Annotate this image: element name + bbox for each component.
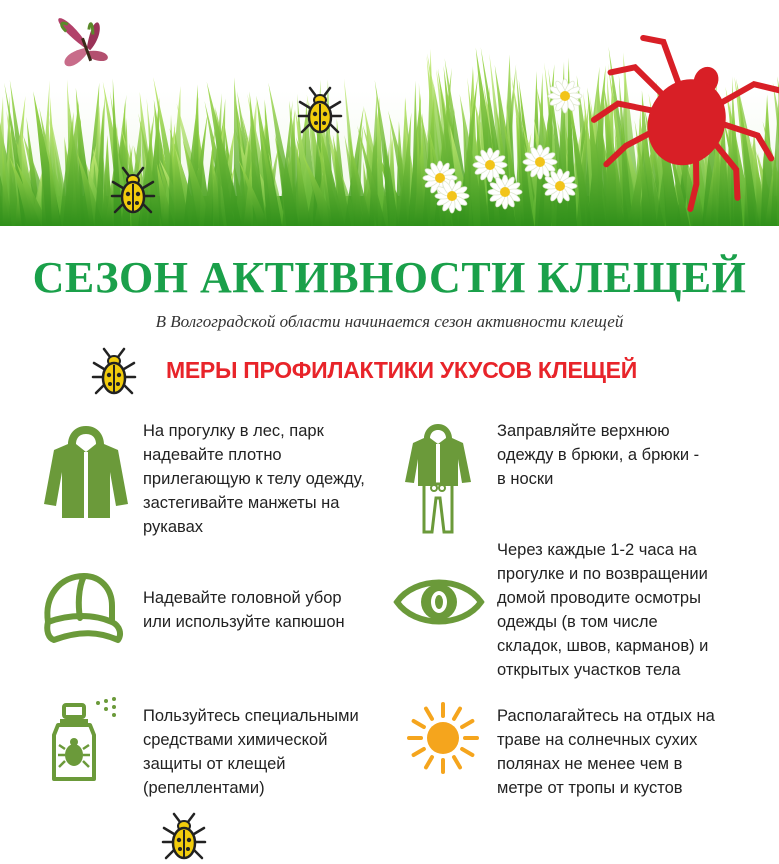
sun-icon [405, 700, 481, 776]
subtitle: В Волгоградской области начинается сезон активности клещей [155, 312, 624, 331]
measures-heading: МЕРЫ ПРОФИЛАКТИКИ УКУСОВ КЛЕЩЕЙ [166, 357, 637, 383]
jacket-icon [42, 422, 130, 522]
repellent-spray-icon [48, 695, 118, 785]
grass-banner [0, 0, 779, 226]
tip-repellent: Пользуйтесь специальными средствами химической защиты от клещей (репеллентами) [143, 707, 359, 797]
tip-headwear: Надевайте головной убор или используйте капюшон [143, 589, 345, 631]
beetle-icon [158, 812, 210, 864]
eye-icon [393, 570, 485, 634]
tip-tuck-clothing: Заправляйте верхнюю одежду в брюки, а брюки - в носки [497, 422, 700, 488]
page-title: СЕЗОН АКТИВНОСТИ КЛЕЩЕЙ [32, 253, 747, 302]
grass-illustration [0, 0, 779, 226]
tip-inspection: Через каждые 1-2 часа на прогулке и по возвращении домой проводите осмотры одежды (в том числе складок, швов, карманов) и открытых участков тела [497, 541, 709, 679]
tip-tight-clothing: На прогулку в лес, парк надевайте плотно прилегающую к телу одежду, застегивайте манжеты на рукавах [143, 422, 365, 536]
jacket-pants-icon [404, 422, 472, 534]
tip-rest-place: Располагайтесь на отдых на траве на солнечных сухих полянах не менее чем в метре от тропы и кустов [497, 707, 715, 797]
butterfly-icon [49, 6, 111, 74]
beetle-icon [88, 347, 140, 399]
cap-icon [40, 570, 124, 650]
